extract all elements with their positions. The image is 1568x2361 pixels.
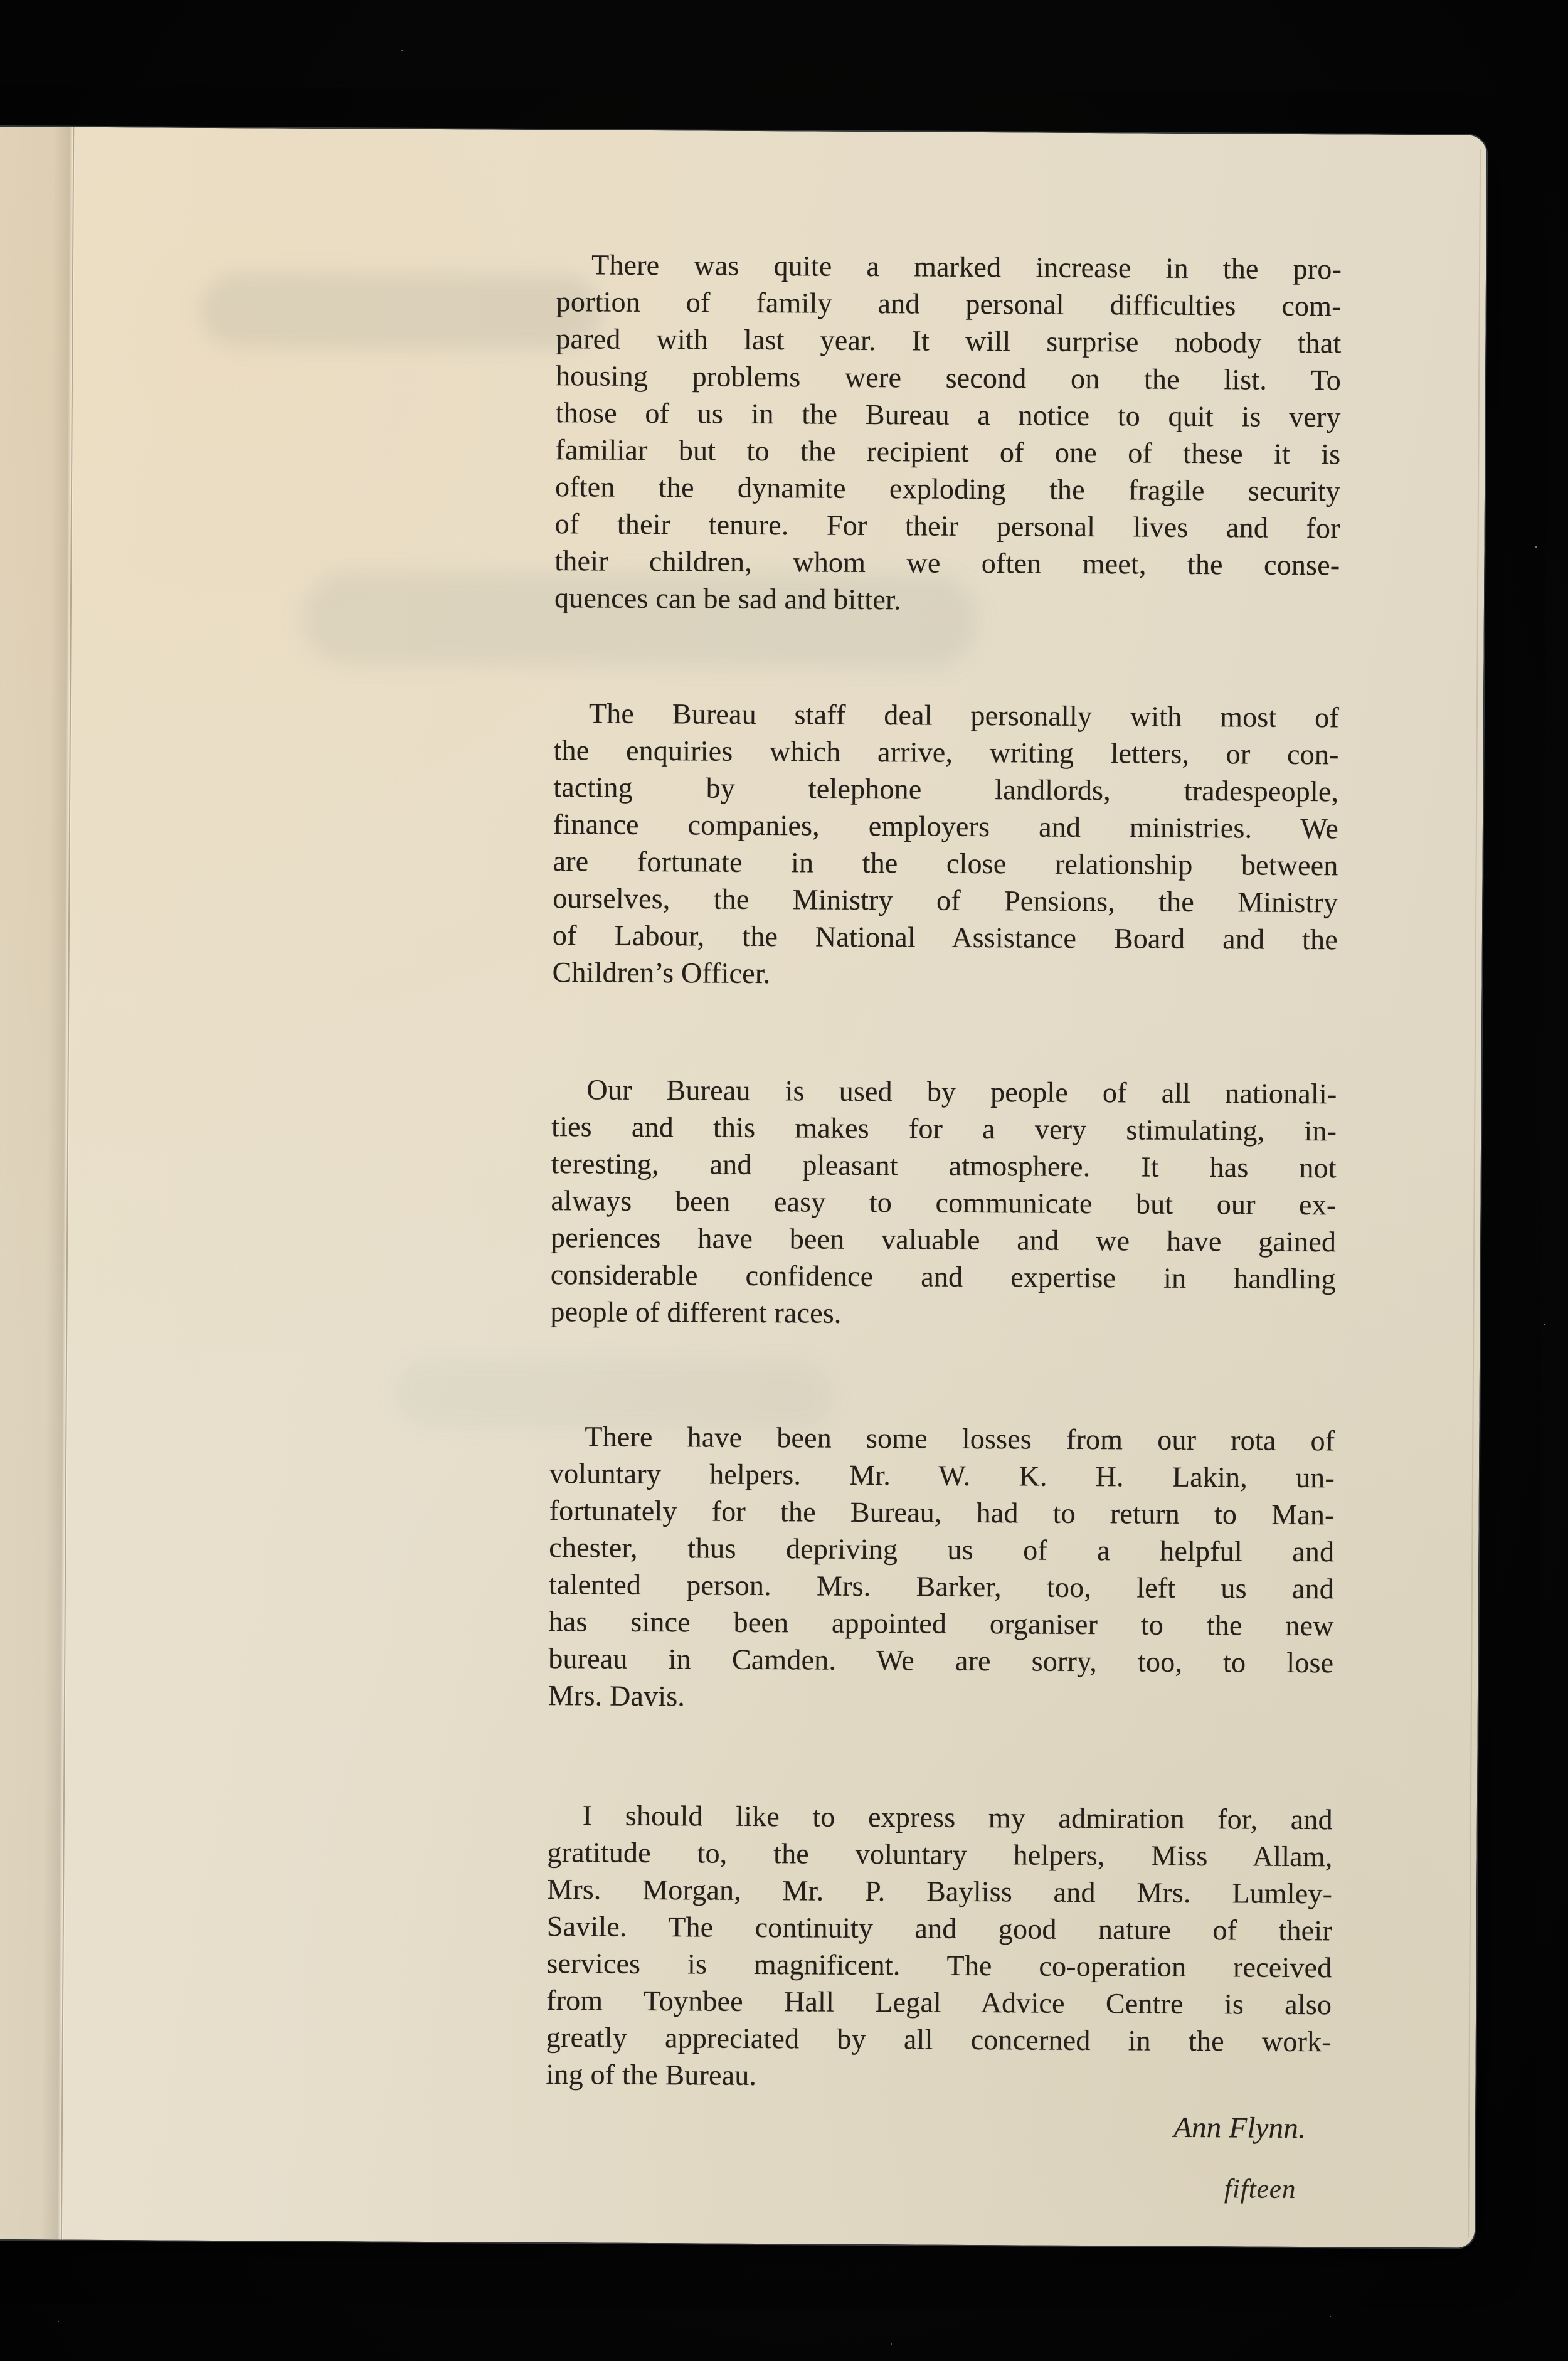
dust-speck [401,50,403,51]
paragraph [546,1796,1333,2097]
text-line: familiar but to the recipient of one of these it is [555,433,1341,470]
dust-speck [58,2321,59,2322]
signature-row [546,2105,1331,2147]
text-line: greatly appreciated by all concerned in the work- [546,2021,1332,2058]
paragraph [550,1071,1337,1334]
text-line: of their tenure. For their personal lives and for [554,507,1340,544]
text-line: periences have been valuable and we have gained [551,1221,1337,1258]
text-line: fortunately for the Bureau, had to return to Man- [549,1494,1335,1531]
text-line: There have been some losses from our rota of [585,1420,1335,1457]
text-line: The Bureau staff deal personally with most of [588,697,1340,734]
text-line: tacting by telephone landlords, tradespeople, [553,771,1339,808]
paragraph [554,246,1342,620]
paragraph-list [546,246,1342,2097]
paragraph [552,694,1339,995]
text-line: Our Bureau is used by people of all nationali- [586,1073,1337,1110]
author-signature: Ann Flynn. [1173,2111,1306,2145]
paragraph [548,1418,1335,1718]
text-line: chester, thus depriving us of a helpful and [549,1531,1335,1568]
show-through-smudge [199,273,601,350]
text-line: the enquiries which arrive, writing letters, or con- [553,734,1339,771]
text-line: often the dynamite exploding the fragile security [554,470,1341,507]
dust-speck [1330,2316,1331,2317]
body-text [546,246,1342,2147]
text-line: their children, whom we often meet, the conse- [554,544,1340,581]
text-line: Children’s Officer. [552,956,771,990]
text-line: Mrs. Davis. [548,1679,686,1712]
text-line: has since been appointed organiser to the new [548,1605,1334,1642]
text-line: always been easy to communicate but our ex- [551,1184,1337,1221]
text-line: from Toynbee Hall Legal Advice Centre is also [546,1984,1332,2021]
text-line: ing of the Bureau. [546,2058,757,2091]
text-line: finance companies, employers and ministries. We [553,808,1339,845]
text-line: gratitude to, the voluntary helpers, Miss Allam, [547,1836,1333,1873]
text-line: voluntary helpers. Mr. W. K. H. Lakin, un- [549,1457,1335,1494]
text-line: ties and this makes for a very stimulating, in- [551,1110,1337,1147]
dust-speck [1535,546,1537,548]
text-line: housing problems were second on the list. To [555,359,1342,396]
text-line: portion of family and personal difficulties com- [556,285,1342,322]
text-line: Mrs. Morgan, Mr. P. Bayliss and Mrs. Lumley- [547,1873,1333,1910]
text-line: those of us in the Bureau a notice to quit is very [555,396,1341,433]
text-line: talented person. Mrs. Barker, too, left us and [548,1568,1335,1605]
book-page [0,127,1486,2248]
text-line: teresting, and pleasant atmosphere. It has not [551,1147,1337,1184]
dust-speck [891,2343,892,2345]
text-line: Savile. The continuity and good nature of their [546,1910,1332,1947]
page-number: fifteen [1224,2174,1296,2204]
under-page-edge [1468,149,1481,2238]
text-line: ourselves, the Ministry of Pensions, the Ministry [553,882,1338,919]
text-line: I should like to express my admiration for, and [582,1799,1333,1836]
text-line: pared with last year. It will surprise nobody that [556,322,1342,359]
text-line: services is magnificent. The co-operation received [546,1947,1332,1984]
text-line: people of different races. [550,1295,842,1329]
text-line: bureau in Camden. We are sorry, too, to lose [548,1642,1334,1679]
text-line: of Labour, the National Assistance Board and the [552,919,1338,956]
text-line: There was quite a marked increase in the pro- [591,248,1342,285]
dust-speck [1544,1324,1545,1325]
text-line: quences can be sad and bitter. [554,581,901,616]
text-line: considerable confidence and expertise in handling [550,1258,1336,1295]
text-line: are fortunate in the close relationship between [553,845,1338,882]
